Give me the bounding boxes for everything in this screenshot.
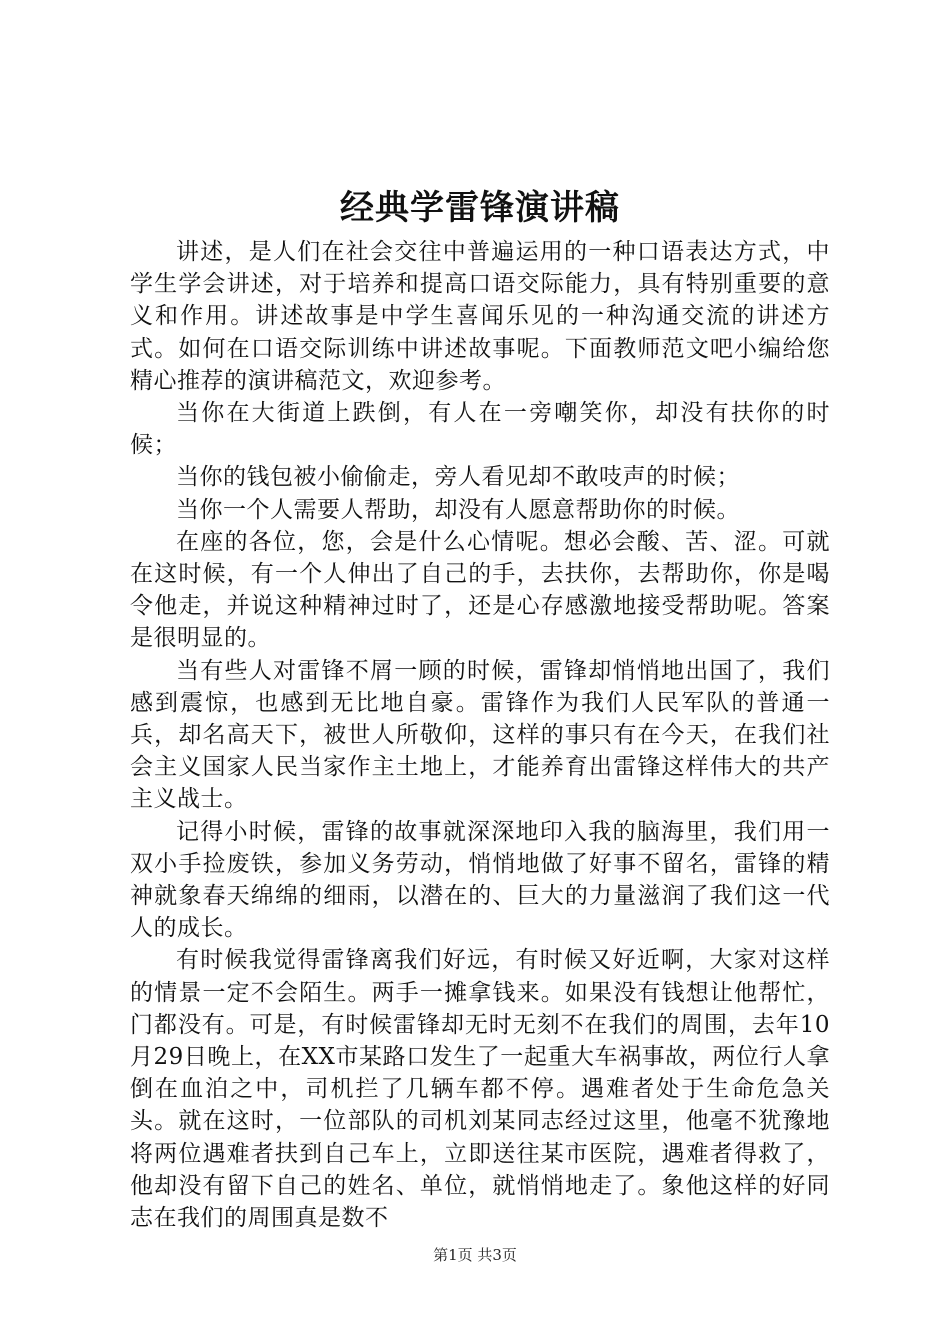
paragraph: 讲述，是人们在社会交往中普遍运用的一种口语表达方式，中学生学会讲述，对于培养和提高口语交际能力，具有特别重要的意义和作用。讲述故事是中学生喜闻乐见的一种沟通交流的讲述方式。如何在口语交际训练中讲述故事呢。下面教师范文吧小编给您精心推荐的演讲稿范文，欢迎参考。	[130, 239, 830, 394]
document-page	[130, 180, 830, 1234]
paragraph: 当你在大街道上跌倒，有人在一旁嘲笑你，却没有扶你的时候；	[130, 400, 830, 459]
paragraph: 当有些人对雷锋不屑一顾的时候，雷锋却悄悄地出国了，我们感到震惊，也感到无比地自豪。雷锋作为我们人民军队的普通一兵，却名高天下，被世人所敬仰，这样的事只有在今天，在我们社会主义国家人民当家作主土地上，才能养育出雷锋这样伟大的共产主义战士。	[130, 657, 830, 813]
paragraph: 在座的各位，您，会是什么心情呢。想必会酸、苦、涩。可就在这时候，有一个人伸出了自己的手，去扶你，去帮助你，你是喝令他走，并说这种精神过时了，还是心存感激地接受帮助呢。答案是很明显的。	[130, 528, 830, 652]
paragraph: 记得小时候，雷锋的故事就深深地印入我的脑海里，我们用一双小手捡废铁，参加义务劳动，悄悄地做了好事不留名，雷锋的精神就象春天绵绵的细雨，以潜在的、巨大的力量滋润了我们这一代人的成长。	[130, 818, 830, 942]
paragraph: 当你一个人需要人帮助，却没有人愿意帮助你的时候。	[176, 496, 740, 523]
document-title: 经典学雷锋演讲稿	[340, 188, 620, 228]
paragraph: 有时候我觉得雷锋离我们好远，有时候又好近啊，大家对这样的情景一定不会陌生。两手一摊拿钱来。如果没有钱想让他帮忙，门都没有。可是，有时候雷锋却无时无刻不在我们的周围，去年10月29日晚上，在XX市某路口发生了一起重大车祸事故，两位行人拿倒在血泊之中，司机拦了几辆车都不停。遇难者处于生命危急关头。就在这时，一位部队的司机刘某同志经过这里，他毫不犹豫地将两位遇难者扶到自己车上，立即送往某市医院，遇难者得救了，他却没有留下自己的姓名、单位，就悄悄地走了。象他这样的好同志在我们的周围真是数不	[130, 947, 830, 1232]
document-body	[130, 236, 830, 1234]
page-footer: 第1页 共3页	[433, 1246, 517, 1264]
paragraph: 当你的钱包被小偷偷走，旁人看见却不敢吱声的时候；	[176, 464, 740, 491]
